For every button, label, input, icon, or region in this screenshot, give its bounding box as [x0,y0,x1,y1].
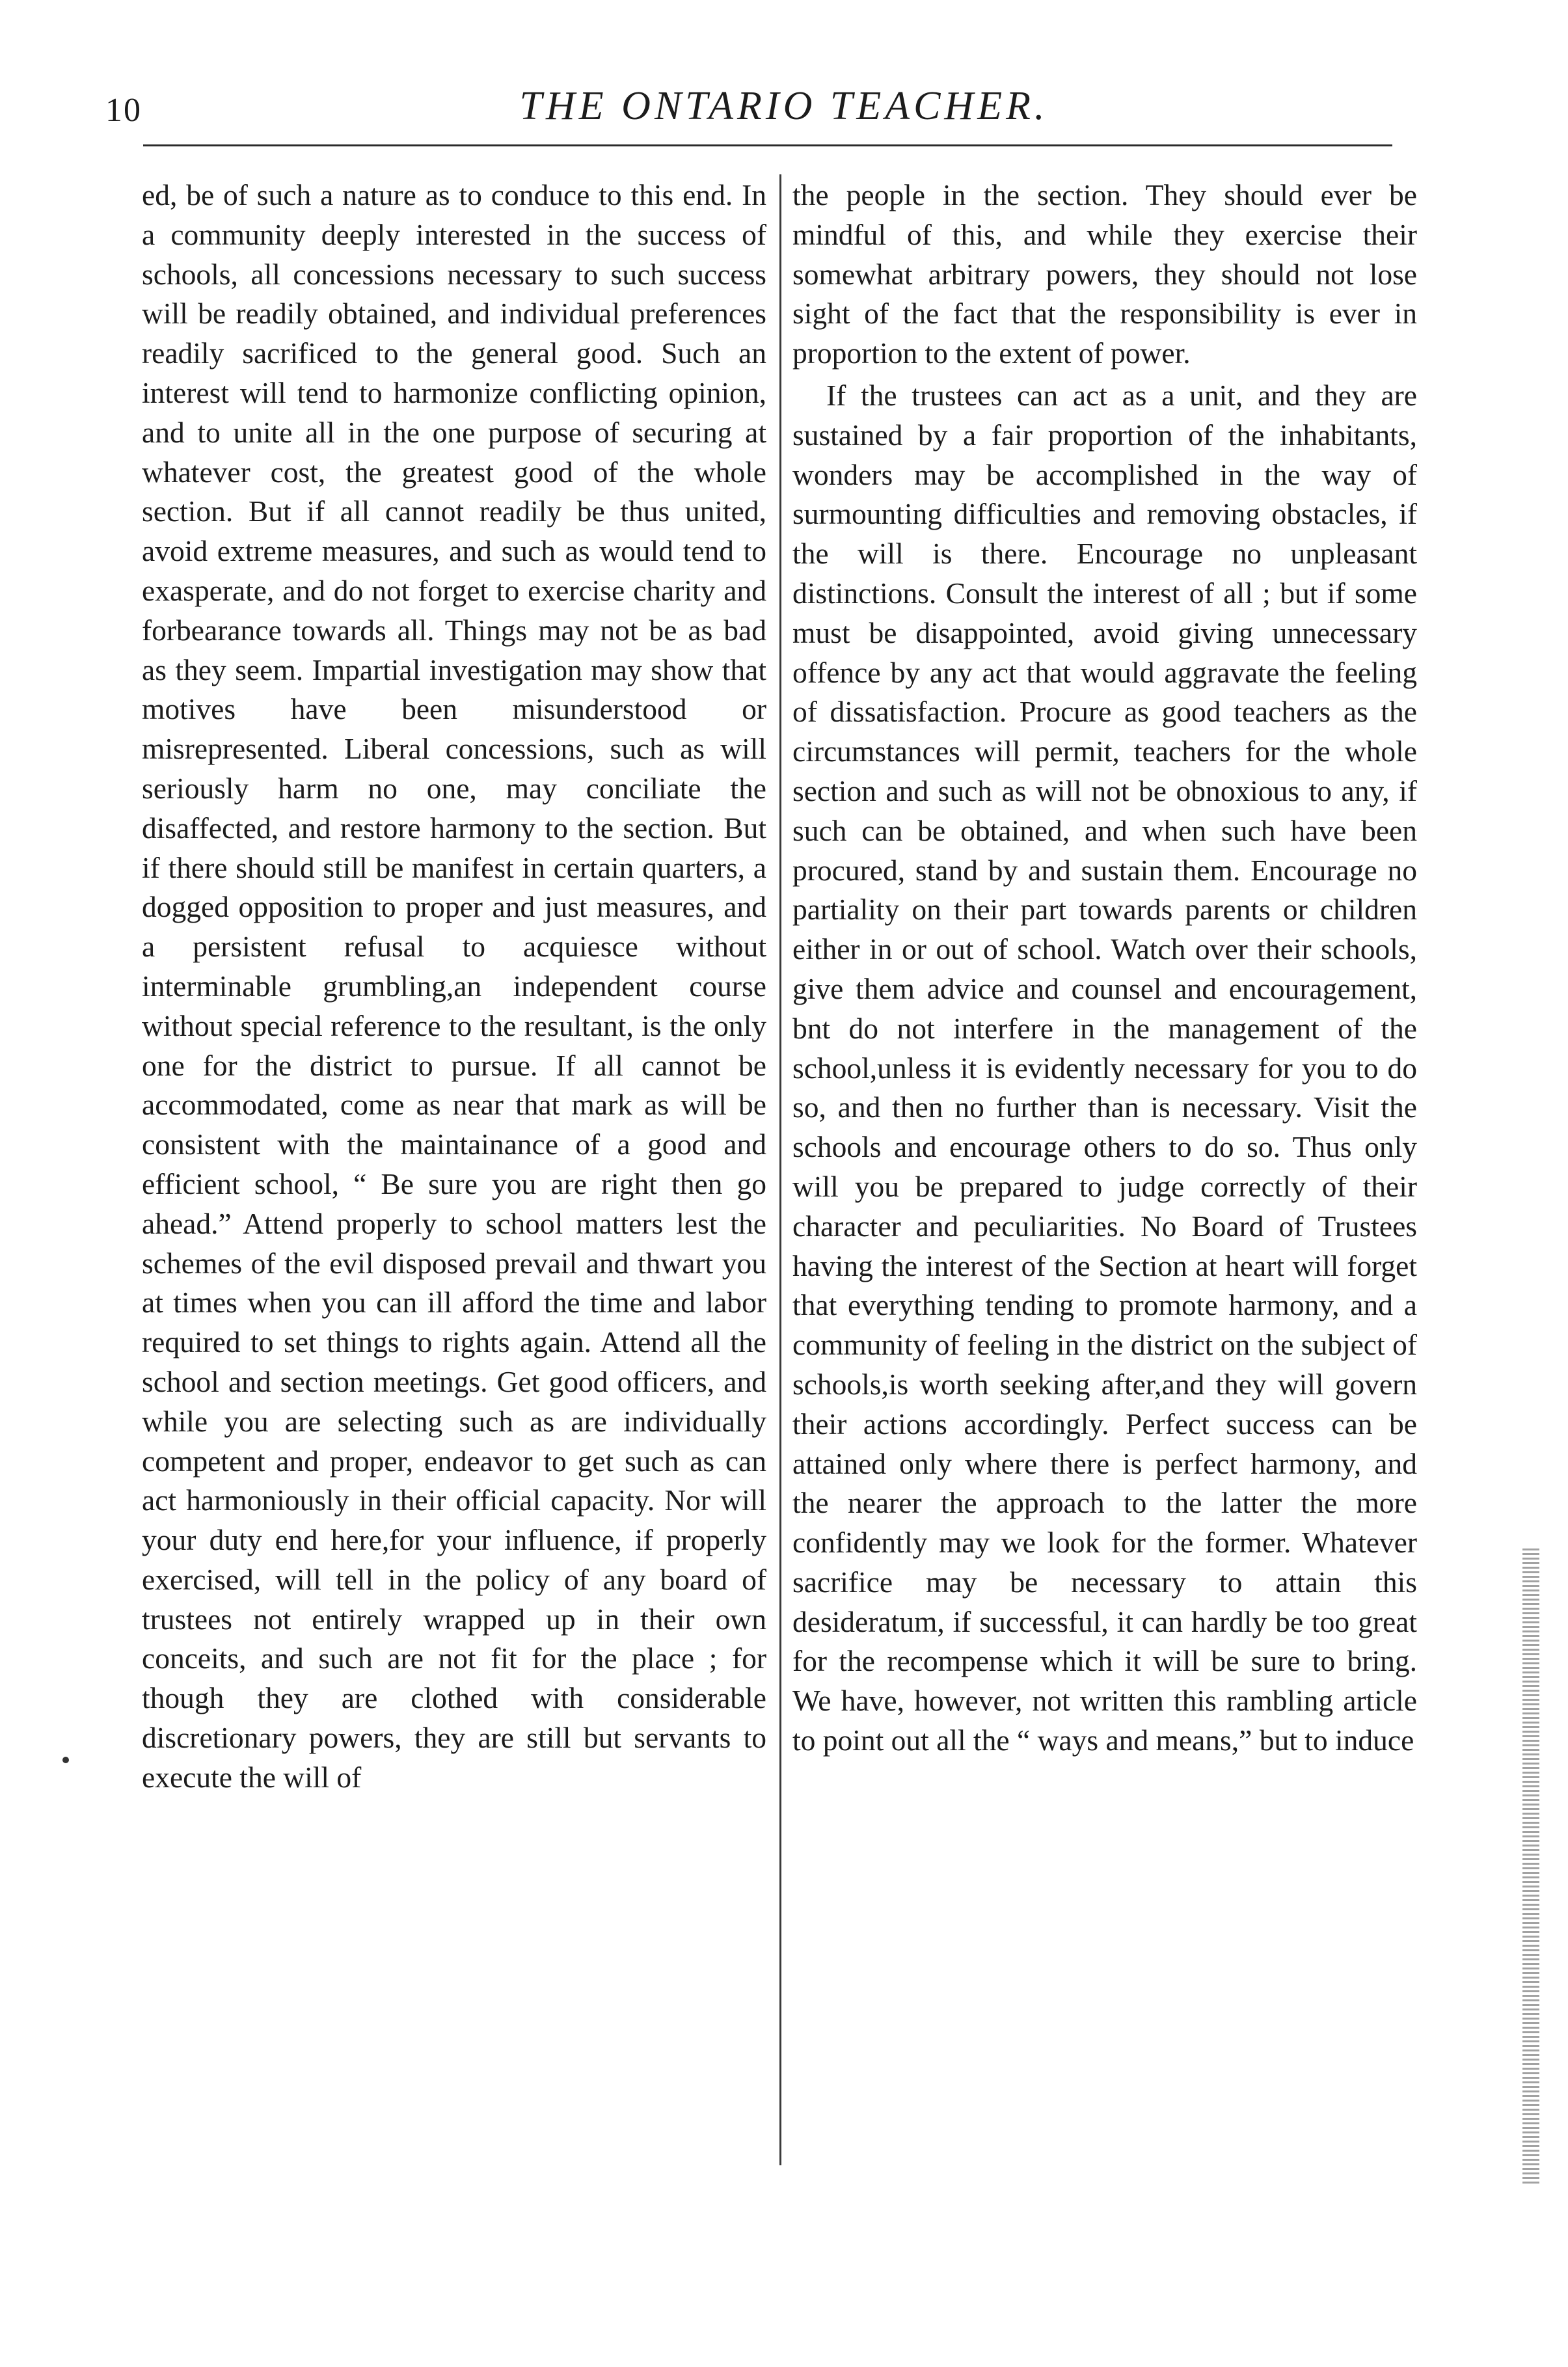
page-number: 10 [105,92,142,129]
left-column [142,176,766,2173]
header-rule [143,144,1392,146]
margin-dot [62,1757,69,1763]
scan-edge-marks [1522,1549,1539,2186]
right-column [792,176,1417,2173]
right-paragraph-1: the people in the section. They should ever be mindful of this, and while they exercise their somewhat arbitrary powers, they should not lose sight of the fact that the responsibility is ever in proportion to the extent of power. [792,178,1417,370]
running-title: THE ONTARIO TEACHER. [519,84,1049,128]
left-paragraph-1: ed, be of such a nature as to conduce to this end. In a community deeply interested in the success of schools, all concessions necessary to such success will be readily obtained, and individual preferences readily sacrificed to the general good. Such an interest will tend to harmonize conflicting opinion, and to unite all in the one purpose of securing at whatever cost, the greatest good of the whole section. But if all cannot readily be thus united, avoid extreme measures, and such as would tend to exasperate, and do not forget to exercise charity and forbearance towards all. Things may not be as bad as they seem. Impartial investigation may show that motives have been misunderstood or misrepresented. Liberal concessions, such as will seriously harm no one, may conciliate the disaffected, and restore harmony to the section. But if there should still be manifest in certain quarters, a dogged opposition to proper and just measures, and a persistent refusal to acquiesce without interminable grumbling,an independent course without special reference to the resultant, is the only one for the district to pursue. If all cannot be accommodated, come as near that mark as will be consistent with the maintainance of a good and efficient school, “ Be sure you are right then go ahead.” Attend properly to school matters lest the schemes of the evil disposed prevail and thwart you at times when you can ill afford the time and labor required to set things to rights again. Attend all the school and section meetings. Get good officers, and while you are selecting such as are individually competent and proper, endeavor to get such as can act harmoniously in their official capacity. Nor will your duty end here,for your influence, if properly exercised, will tell in the policy of any board of trustees not entirely wrapped up in their own conceits, and such are not fit for the place ; for though they are clothed with considerable discretionary powers, they are still but servants to execute the will of [142,178,766,1794]
right-paragraph-2: If the trustees can act as a unit, and they are sustained by a fair proportion of the inhabitants, wonders may be accomplished in the way of surmounting difficulties and removing obstacles, if the will is there. Encourage no unpleasant distinctions. Consult the interest of all ; but if some must be disappointed, avoid giving unnecessary offence by any act that would aggravate the feeling of dissatisfaction. Procure as good teachers as the circumstances will permit, teachers for the whole section and such as will not be obnoxious to any, if such can be obtained, and when such have been procured, stand by and sustain them. Encourage no partiality on their part towards parents or children either in or out of school. Watch over their schools, give them advice and counsel and encouragement, bnt do not interfere in the management of the school,unless it is evidently necessary for you to do so, and then no further than is necessary. Visit the schools and encourage others to do so. Thus only will you be prepared to judge correctly of their character and peculiarities. No Board of Trustees having the interest of the Section at heart will forget that everything tending to promote harmony, and a community of feeling in the district on the subject of schools,is worth seeking after,and they will govern their actions accordingly. Perfect success can be attained only where there is perfect harmony, and the nearer the approach to the latter the more confidently may we look for the former. Whatever sacrifice may be necessary to attain this desideratum, if successful, it can hardly be too great for the recompense which it will be sure to bring. We have, however, not written this rambling article to point out all the “ ways and means,” but to induce [792,378,1417,1757]
column-divider [779,174,781,2165]
